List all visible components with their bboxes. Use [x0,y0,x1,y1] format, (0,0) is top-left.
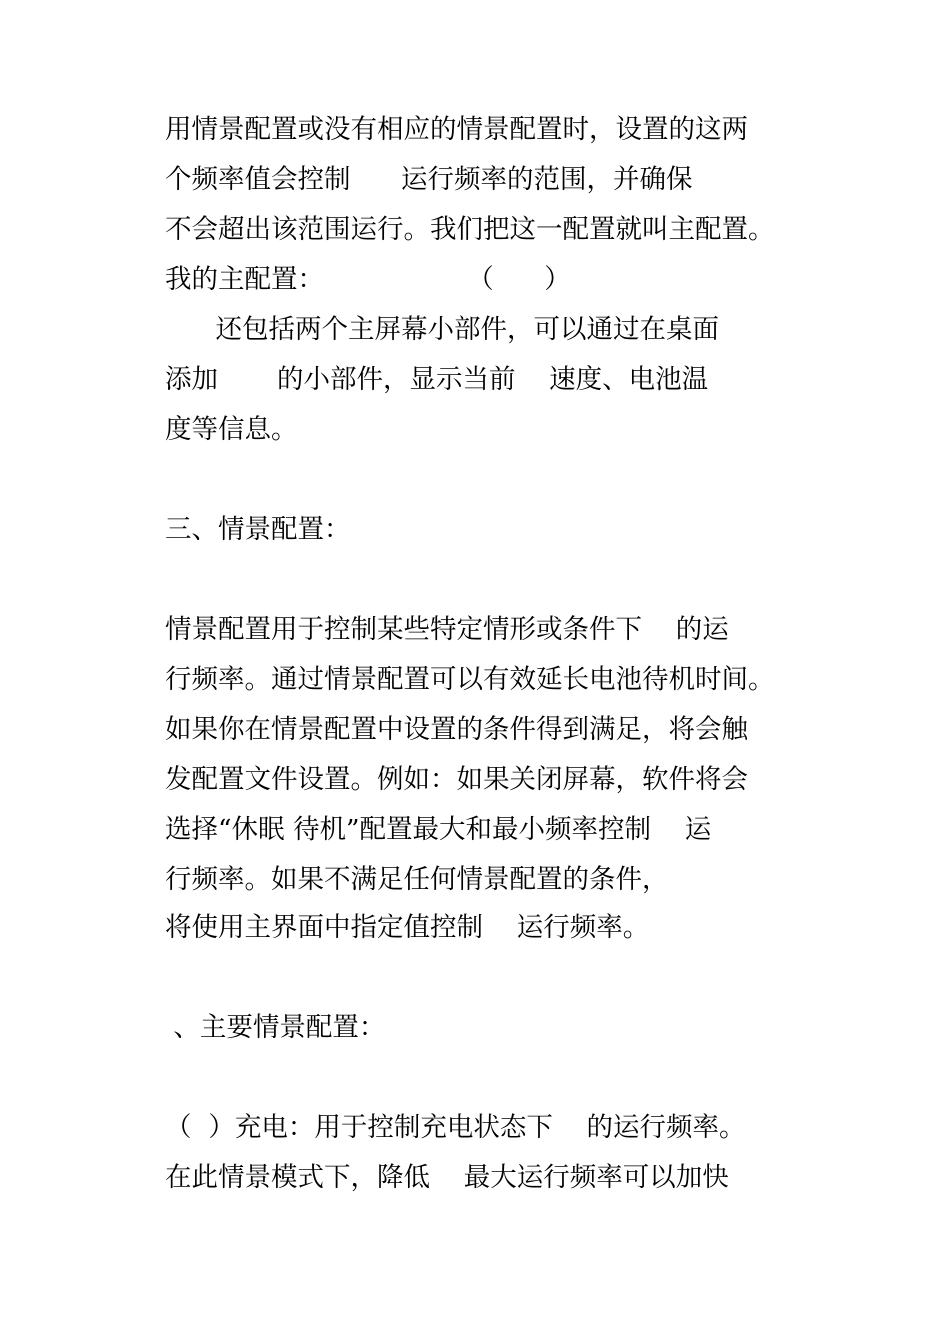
charging-item-line: （ ）充电：用于控制充电状态下 的运行频率。 [165,1112,746,1143]
section-heading-scene-config: 三、情景配置： [165,514,351,545]
paragraph-line-9: 情景配置用于控制某些特定情形或条件下 的运 [165,614,729,645]
paragraph-line-12: 发配置文件设置。例如：如果关闭屏幕，软件将会 [165,764,748,795]
paragraph-line-1: 用情景配置或没有相应的情景配置时，设置的这两 [165,114,748,145]
paragraph-line-3: 不会超出该范围运行。我们把这一配置就叫主配置。 [165,214,775,245]
subheading-main-scene-config: 、主要情景配置： [165,1012,386,1043]
paragraph-line-6: 添加 的小部件，显示当前 速度、电池温 [165,364,709,395]
paragraph-line-11: 如果你在情景配置中设置的条件得到满足，将会触 [165,714,748,745]
my-main-config-line: 我的主配置： （ ） [165,264,571,295]
paragraph-line-15: 将使用主界面中指定值控制 运行频率。 [165,912,650,943]
paragraph-line-14: 行频率。如果不满足任何情景配置的条件， [165,864,669,895]
paragraph-line-7: 度等信息。 [165,414,298,445]
paragraph-line-5: 还包括两个主屏幕小部件，可以通过在桌面 [165,314,720,345]
paragraph-line-2: 个频率值会控制 运行频率的范围，并确保 [165,164,693,195]
paragraph-line-13: 选择“休眠 待机”配置最大和最小频率控制 运 [165,814,712,845]
paragraph-line-18: 在此情景模式下，降低 最大运行频率可以加快 [165,1162,729,1193]
paragraph-line-10: 行频率。通过情景配置可以有效延长电池待机时间。 [165,664,775,695]
